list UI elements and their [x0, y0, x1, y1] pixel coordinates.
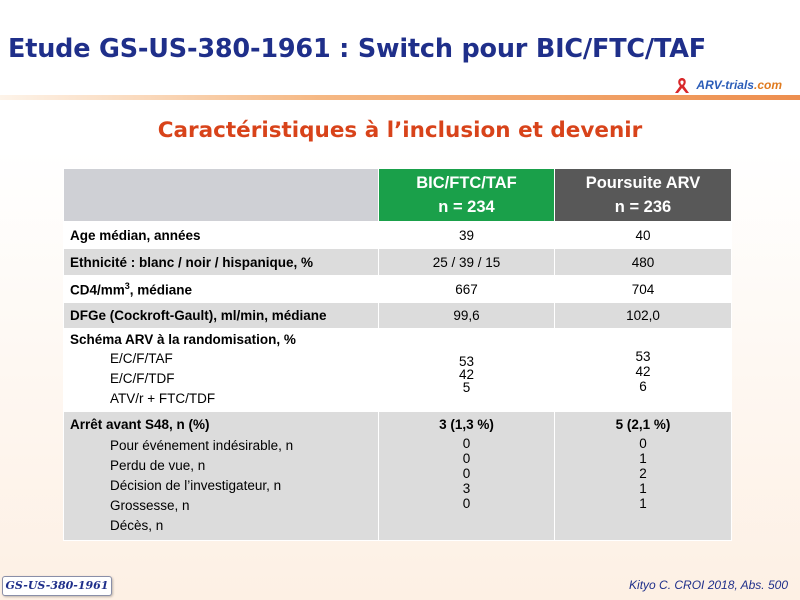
stop-arv-total: 5 (2,1 %) — [615, 417, 671, 432]
stop-bic-value: 0 — [462, 436, 471, 451]
schema-item-label: E/C/F/TAF — [110, 351, 173, 366]
stop-bic-value: 3 — [462, 481, 471, 496]
schema-bic-value: 5 — [462, 380, 471, 395]
schema-arv-value: 53 — [635, 349, 651, 364]
table-row-ethnicity — [64, 249, 732, 276]
characteristics-table — [63, 168, 732, 541]
stop-item-label: Grossesse, n — [110, 498, 190, 513]
schema-bic-value: 53 — [458, 354, 475, 369]
row-label-dfge: DFGe (Cockroft-Gault), ml/min, médiane — [64, 303, 379, 329]
table-row-cd4 — [64, 276, 732, 303]
arv-trials-logo — [671, 76, 782, 94]
logo-tld: .com — [753, 78, 782, 92]
cd4-label-pre: CD4/mm — [70, 282, 125, 298]
logo-name: ARV-trials — [696, 78, 754, 92]
schema-item-label: E/C/F/TDF — [110, 371, 175, 386]
stop-item-label: Décision de l’investigateur, n — [110, 478, 282, 493]
stop-arv-cell — [555, 412, 732, 541]
stop-bic-cell — [379, 412, 555, 541]
header-poursuite-arv — [555, 169, 732, 222]
schema-arv-cell — [555, 329, 732, 412]
ethnicity-arv-value: 480 — [555, 249, 732, 276]
stop-label-cell — [64, 412, 379, 541]
stop-bic-total: 3 (1,3 %) — [439, 417, 494, 432]
table-row-stop — [64, 412, 732, 541]
header-arv-line2: n = 236 — [614, 198, 672, 216]
table-row-dfge — [64, 303, 732, 329]
header-arv-line1: Poursuite ARV — [585, 174, 701, 192]
stop-item-label: Pour événement indésirable, n — [110, 438, 294, 453]
stop-arv-value: 2 — [639, 466, 647, 481]
row-label-ethnicity: Ethnicité : blanc / noir / hispanique, % — [64, 249, 379, 276]
stop-arv-value: 1 — [639, 496, 647, 511]
schema-item-label: ATV/r + FTC/TDF — [110, 391, 216, 406]
schema-bic-value: 42 — [458, 367, 475, 382]
dfge-arv-value: 102,0 — [555, 303, 732, 329]
stop-item-label: Perdu de vue, n — [110, 458, 206, 473]
age-bic-value: 39 — [379, 222, 555, 249]
ethnicity-bic-value: 25 / 39 / 15 — [379, 249, 555, 276]
cd4-bic-value: 667 — [379, 276, 555, 303]
row-label-schema: Schéma ARV à la randomisation, % — [70, 332, 296, 347]
cd4-label-sup: 3 — [124, 280, 130, 291]
dfge-bic-value: 99,6 — [379, 303, 555, 329]
table-header-row — [64, 169, 732, 222]
age-arv-value: 40 — [555, 222, 732, 249]
row-label-cd4 — [64, 276, 379, 303]
stop-arv-value: 1 — [639, 481, 647, 496]
schema-arv-value: 42 — [635, 364, 651, 379]
header-empty-cell — [64, 169, 379, 222]
stop-arv-value: 1 — [639, 451, 647, 466]
header-bic-ftc-taf — [379, 169, 555, 222]
header-bic-line2: n = 234 — [438, 198, 495, 216]
stop-arv-value: 0 — [639, 436, 647, 451]
row-label-stop: Arrêt avant S48, n (%) — [70, 417, 210, 432]
stop-bic-value: 0 — [462, 451, 471, 466]
reference-citation: Kityo C. CROI 2018, Abs. 500 — [629, 578, 788, 592]
schema-label-cell — [64, 329, 379, 412]
stop-item-label: Décès, n — [110, 518, 164, 533]
slide-title: Etude GS-US-380-1961 : Switch pour BIC/FTC/TAF — [8, 34, 707, 64]
table-row-age — [64, 222, 732, 249]
header-bic-line1: BIC/FTC/TAF — [416, 174, 517, 192]
cd4-label-post: , médiane — [129, 282, 193, 298]
stop-bic-value: 0 — [462, 466, 471, 481]
table-row-schema — [64, 329, 732, 412]
row-label-age: Age médian, années — [64, 222, 379, 249]
stop-bic-value: 0 — [462, 496, 471, 511]
slide-subtitle: Caractéristiques à l’inclusion et devenir — [157, 118, 643, 143]
schema-bic-cell — [379, 329, 555, 412]
cd4-arv-value: 704 — [555, 276, 732, 303]
study-badge: GS-US-380-1961 — [2, 576, 112, 596]
title-divider — [0, 95, 800, 100]
schema-arv-value: 6 — [639, 379, 647, 394]
red-ribbon-icon — [671, 76, 693, 94]
